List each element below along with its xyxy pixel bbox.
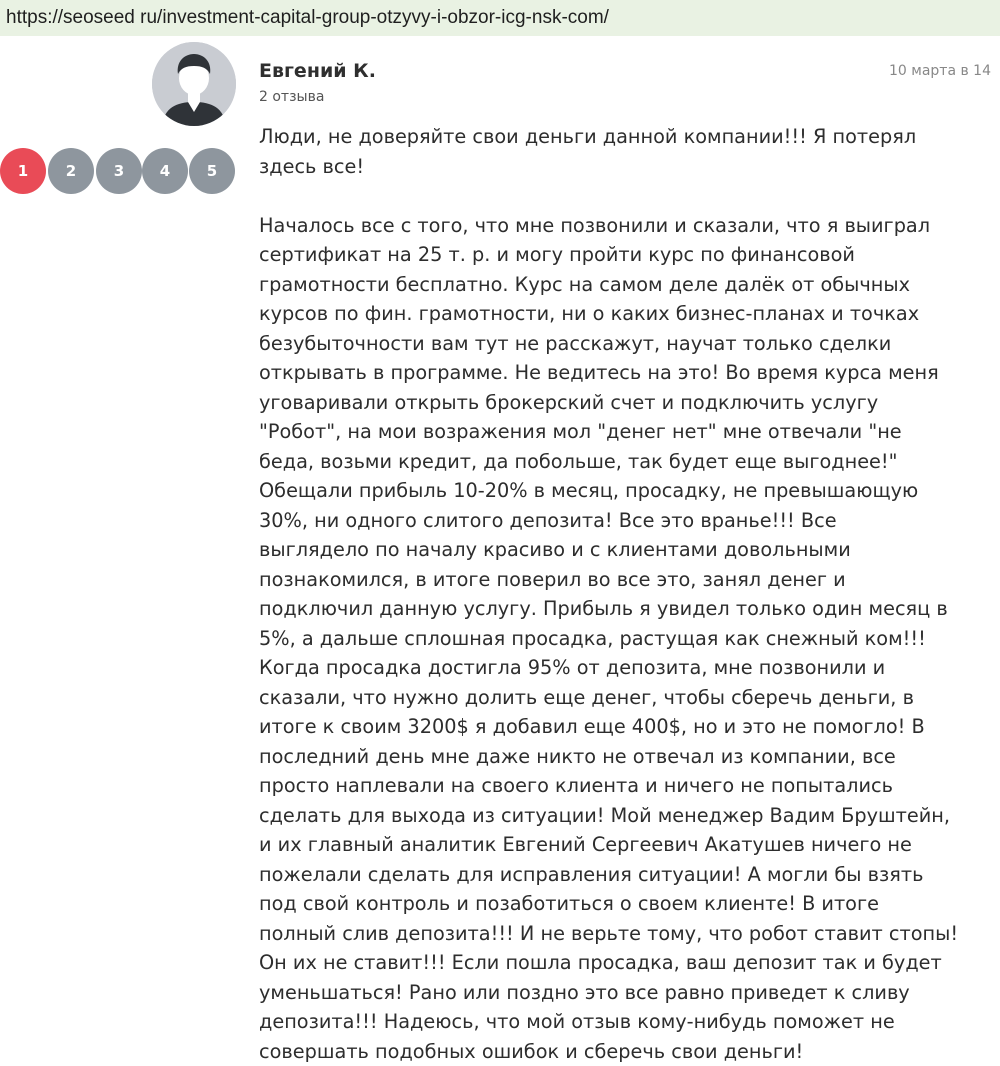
review-text-line: безубыточности вам тут не расскажут, научат только сделки [259, 329, 1000, 359]
review-text-line: Началось все с того, что мне позвонили и сказали, что я выиграл [259, 211, 1000, 241]
review-text-line: просто наплевали на своего клиента и ничего не попытались [259, 771, 1000, 801]
review-text-line: Он их не ставит!!! Если пошла просадка, ваш депозит так и будет [259, 948, 1000, 978]
review-text-line: и их главный аналитик Евгений Сергеевич Акатушев ничего не [259, 830, 1000, 860]
page-button-3[interactable]: 3 [96, 148, 142, 194]
review-text-line: совершать подобных ошибок и сберечь свои деньги! [259, 1037, 1000, 1066]
paragraph-gap [259, 181, 1000, 211]
review-text-line: беда, возьми кредит, да побольше, так будет еще выгоднее!" [259, 447, 1000, 477]
review-text-line: депозита!!! Надеюсь, что мой отзыв кому-нибудь поможет не [259, 1007, 1000, 1037]
review-text-line: 5%, а дальше сплошная просадка, растущая как снежный ком!!! [259, 624, 1000, 654]
review-text-line: последний день мне даже никто не отвечал из компании, все [259, 742, 1000, 772]
pagination [0, 148, 240, 194]
review-date: 10 марта в 14 [889, 63, 991, 79]
review-text-line: грамотности бесплатно. Курс на самом деле далёк от обычных [259, 270, 1000, 300]
address-bar[interactable] [0, 0, 1000, 36]
review-text-line: Обещали прибыль 10-20% в месяц, просадку, не превышающую [259, 476, 1000, 506]
review-text-line: сделать для выхода из ситуации! Мой менеджер Вадим Бруштейн, [259, 801, 1000, 831]
review-text-line: открывать в программе. Не ведитесь на это! Во время курса меня [259, 358, 1000, 388]
review-text-line: выглядело по началу красиво и с клиентами довольными [259, 535, 1000, 565]
review-text-line: сертификат на 25 т. р. и могу пройти курс по финансовой [259, 240, 1000, 270]
review-text-line: уговаривали открыть брокерский счет и подключить услугу [259, 388, 1000, 418]
review-text-line: 30%, ни одного слитого депозита! Все это вранье!!! Все [259, 506, 1000, 536]
avatar [152, 42, 236, 126]
review-text-line: полный слив депозита!!! И не верьте тому, что робот ставит стопы! [259, 919, 1000, 949]
review-body [259, 122, 1000, 1066]
review-text-line: пожелали сделать для исправления ситуации! А могли бы взять [259, 860, 1000, 890]
review-text-line: уменьшаться! Рано или поздно это все равно приведет к сливу [259, 978, 1000, 1008]
review-text-line: Люди, не доверяйте свои деньги данной компании!!! Я потерял [259, 122, 1000, 152]
review-text-line: здесь все! [259, 152, 1000, 182]
author-review-count: 2 отзыва [259, 89, 324, 105]
review-text-line: сказали, что нужно долить еще денег, чтобы сберечь деньги, в [259, 683, 1000, 713]
review-text-line: подключил данную услугу. Прибыль я увидел только один месяц в [259, 594, 1000, 624]
review-text-line: "Робот", на мои возражения мол "денег нет" мне отвечали "не [259, 417, 1000, 447]
review-text-line: итоге к своим 3200$ я добавил еще 400$, но и это не помогло! В [259, 712, 1000, 742]
page-button-5[interactable]: 5 [189, 148, 235, 194]
page-button-1[interactable]: 1 [0, 148, 46, 194]
address-bar-url[interactable]: https://seoseed ru/investment-capital-group-otzyvy-i-obzor-icg-nsk-com/ [6, 7, 609, 28]
author-name[interactable]: Евгений К. [259, 60, 376, 82]
review-text-line: курсов по фин. грамотности, ни о каких бизнес-планах и точках [259, 299, 1000, 329]
user-avatar-icon [152, 42, 236, 126]
review-text-line: под свой контроль и позаботиться о своем клиенте! В итоге [259, 889, 1000, 919]
review-text-line: Когда просадка достигла 95% от депозита, мне позвонили и [259, 653, 1000, 683]
page-button-2[interactable]: 2 [48, 148, 94, 194]
review-text-line: познакомился, в итоге поверил во все это, занял денег и [259, 565, 1000, 595]
page-button-4[interactable]: 4 [142, 148, 188, 194]
